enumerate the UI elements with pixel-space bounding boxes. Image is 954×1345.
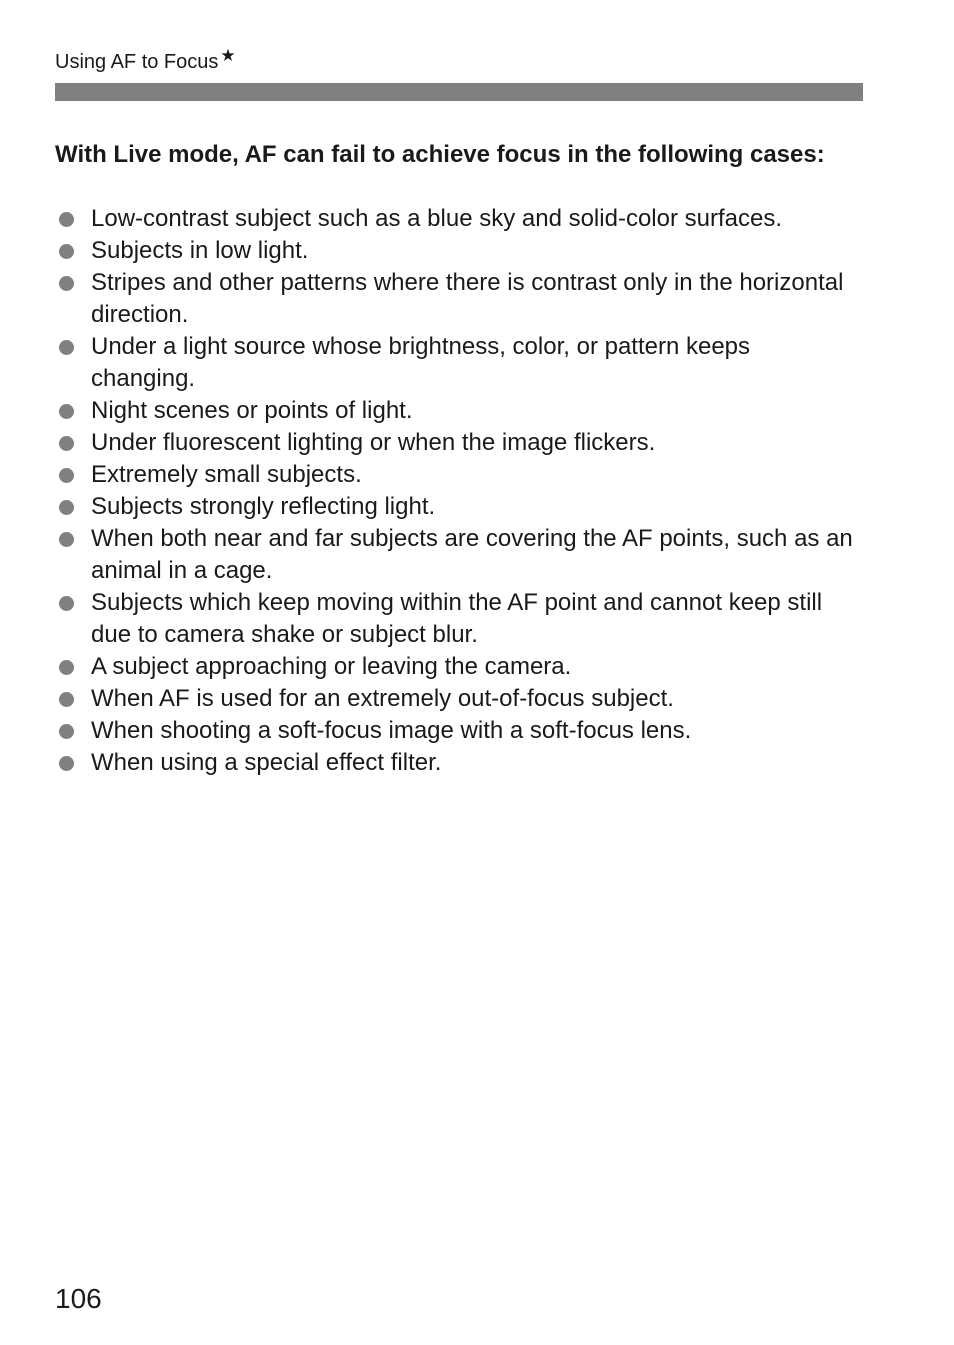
bullet-icon <box>59 500 74 515</box>
list-item-text: Under fluorescent lighting or when the image flickers. <box>91 429 656 456</box>
list-item-text: Under a light source whose brightness, color, or pattern keeps changing. <box>91 333 751 392</box>
list-item-text: Low-contrast subject such as a blue sky and solid-color surfaces. <box>91 205 782 232</box>
bullet-icon <box>59 436 74 451</box>
list-item-text: When AF is used for an extremely out-of-focus subject. <box>91 685 674 712</box>
header-bar <box>55 83 863 101</box>
list-item <box>55 459 860 491</box>
list-item <box>55 491 860 523</box>
star-icon: ★ <box>220 46 236 65</box>
running-header <box>55 46 236 75</box>
list-item <box>55 331 860 395</box>
list-item <box>55 587 860 651</box>
list-item <box>55 715 860 747</box>
list-item <box>55 235 860 267</box>
list-item <box>55 683 860 715</box>
bullet-icon <box>59 244 74 259</box>
bullet-icon <box>59 340 74 355</box>
list-item-text: Night scenes or points of light. <box>91 397 413 424</box>
bullet-icon <box>59 660 74 675</box>
section-heading: With Live mode, AF can fail to achieve focus in the following cases: <box>55 141 825 168</box>
list-item <box>55 203 860 235</box>
list-item <box>55 267 860 331</box>
list-item-text: Stripes and other patterns where there is contrast only in the horizontal direction. <box>91 269 844 328</box>
bullet-icon <box>59 756 74 771</box>
list-item <box>55 651 860 683</box>
list-item <box>55 523 860 587</box>
list-item-text: When shooting a soft-focus image with a soft-focus lens. <box>91 717 692 744</box>
bullet-icon <box>59 276 74 291</box>
bullet-icon <box>59 212 74 227</box>
list-item-text: When using a special effect filter. <box>91 749 442 776</box>
bullet-icon <box>59 692 74 707</box>
bullet-list <box>55 203 860 779</box>
list-item-text: Subjects strongly reflecting light. <box>91 493 436 520</box>
list-item <box>55 747 860 779</box>
list-item-text: Subjects in low light. <box>91 237 309 264</box>
list-item-text: Extremely small subjects. <box>91 461 362 488</box>
list-item-text: When both near and far subjects are covering the AF points, such as an animal in a cage. <box>91 525 853 584</box>
bullet-icon <box>59 724 74 739</box>
page-number: 106 <box>55 1283 102 1314</box>
list-item-text: Subjects which keep moving within the AF point and cannot keep still due to camera shake or subject blur. <box>91 589 823 648</box>
bullet-icon <box>59 532 74 547</box>
bullet-icon <box>59 596 74 611</box>
list-item-text: A subject approaching or leaving the camera. <box>91 653 572 680</box>
bullet-icon <box>59 468 74 483</box>
list-item <box>55 427 860 459</box>
section-title: Using AF to Focus <box>55 51 219 73</box>
bullet-icon <box>59 404 74 419</box>
list-item <box>55 395 860 427</box>
